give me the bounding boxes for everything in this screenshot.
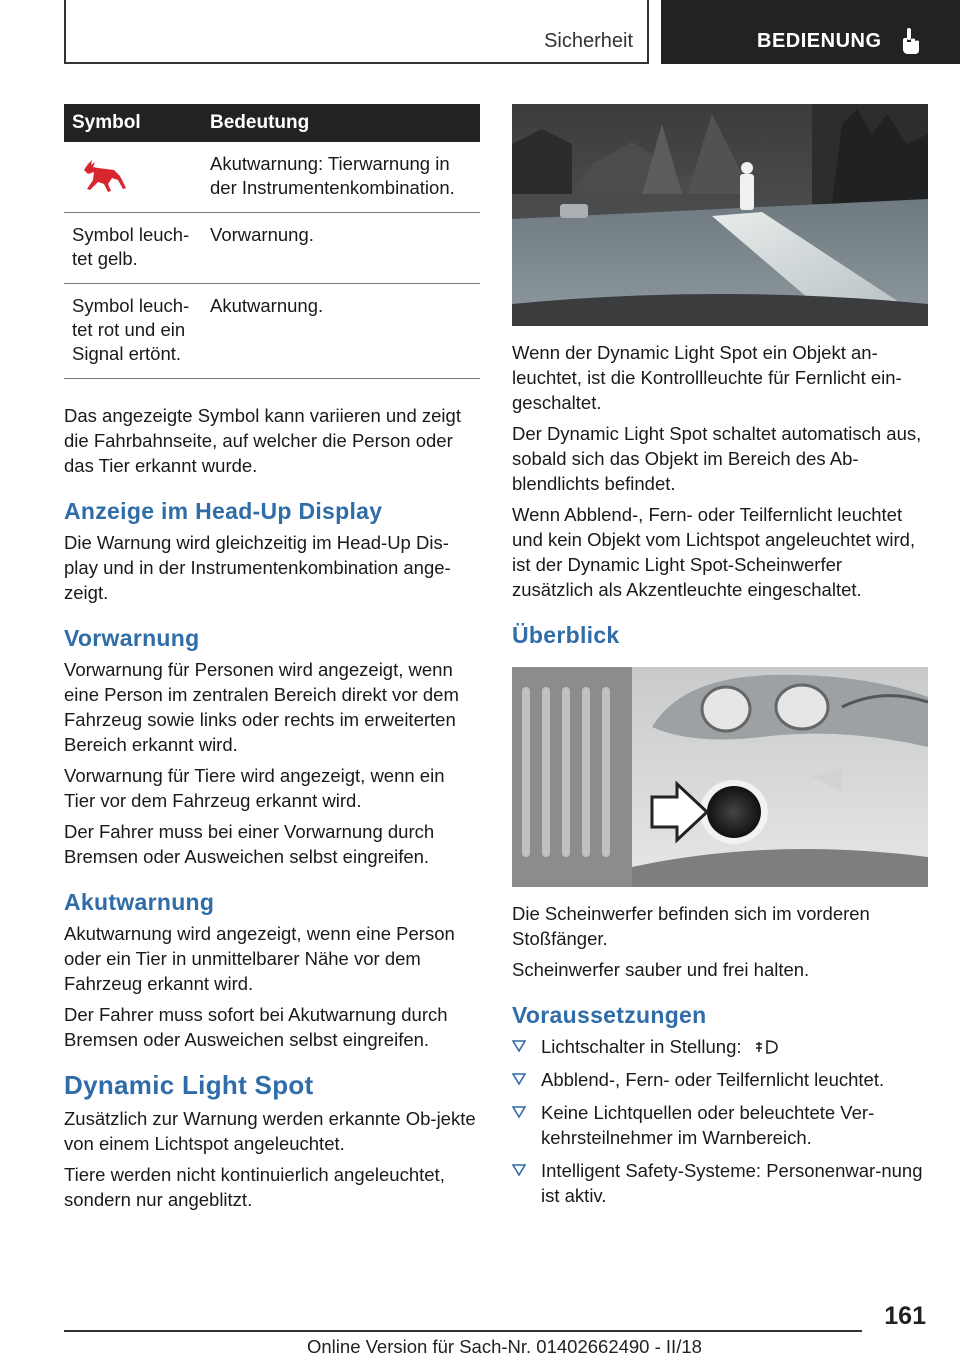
triangle-bullet-icon xyxy=(512,1072,526,1086)
right-paragraph-1: Wenn der Dynamic Light Spot ein Objekt an-leuchtet, ist die Kontrollleuchte für Fernlicht ein-geschaltet. xyxy=(512,342,902,413)
table-cell-meaning: Akutwarnung: Tierwarnung in der Instrumentenkombination. xyxy=(202,142,480,213)
heading-akutwarnung: Akutwarnung xyxy=(64,889,215,915)
car-front-image xyxy=(512,667,928,887)
list-item-text: Keine Lichtquellen oder beleuchtete Ver-kehrsteilnehmer im Warnbereich. xyxy=(541,1102,875,1148)
table-header-symbol: Symbol xyxy=(64,104,202,142)
heading-ueberblick: Überblick xyxy=(512,622,620,648)
table-cell-meaning: Akutwarnung. xyxy=(202,284,480,379)
hand-pointer-icon xyxy=(899,28,923,54)
akutwarnung-paragraph-1: Akutwarnung wird angezeigt, wenn eine Person oder ein Tier in unmittelbarer Nähe vor dem Fahrzeug erkannt wird. xyxy=(64,923,455,994)
table-cell-symbol: Symbol leuch-tet rot und ein Signal ertönt. xyxy=(64,284,202,379)
heading-voraussetzungen: Voraussetzungen xyxy=(512,1002,707,1028)
auto-light-icon xyxy=(755,1038,781,1056)
headlight-illustration xyxy=(512,667,928,887)
triangle-bullet-icon xyxy=(512,1039,526,1053)
dynamic-light-spot-paragraph-2: Tiere werden nicht kontinuierlich angeleuchtet, sondern nur angeblitzt. xyxy=(64,1164,445,1210)
list-item xyxy=(512,1034,928,1059)
light-spot-illustration xyxy=(512,104,928,326)
vorwarnung-paragraph-1: Vorwarnung für Personen wird angezeigt, wenn eine Person im zentralen Bereich direkt vor dem Fahrzeug sowie links oder rechts im erweiterten Bereich erkannt wird. xyxy=(64,659,459,755)
triangle-bullet-icon xyxy=(512,1163,526,1177)
list-item xyxy=(512,1067,928,1092)
right-paragraph-5: Scheinwerfer sauber und frei halten. xyxy=(512,959,810,980)
table-header-row xyxy=(64,104,480,142)
chapter-tab-label: BEDIENUNG xyxy=(757,30,882,52)
heading-head-up-display: Anzeige im Head-Up Display xyxy=(64,498,383,524)
list-item xyxy=(512,1100,928,1150)
section-tab-label: Sicherheit xyxy=(544,30,633,52)
right-paragraph-2: Der Dynamic Light Spot schaltet automatisch aus, sobald sich das Objekt im Bereich des Ab-blendlichts befindet. xyxy=(512,423,922,494)
heading-dynamic-light-spot: Dynamic Light Spot xyxy=(64,1070,314,1100)
left-column xyxy=(64,104,480,1218)
akutwarnung-paragraph-2: Der Fahrer muss sofort bei Akutwarnung durch Bremsen oder Ausweichen selbst eingreifen. xyxy=(64,1004,448,1050)
table-cell-symbol xyxy=(64,142,202,213)
page-number: 161 xyxy=(884,1302,926,1330)
list-item-text: Intelligent Safety-Systeme: Personenwar-nung ist aktiv. xyxy=(541,1160,923,1206)
hud-paragraph: Die Warnung wird gleichzeitig im Head-Up Dis-play und in der Instrumentenkombination ange-zeigt. xyxy=(64,532,451,603)
table-header-meaning: Bedeutung xyxy=(202,104,480,142)
table-cell-symbol: Symbol leuch-tet gelb. xyxy=(64,213,202,284)
right-paragraph-3: Wenn Abblend-, Fern- oder Teilfernlicht leuchtet und kein Objekt vom Lichtspot angeleuchtet wird, ist der Dynamic Light Spot-Scheinwerfer zusätzlich als Akzentleuchte eingeschaltet. xyxy=(512,504,916,600)
footer-online-version: Online Version für Sach-Nr. 01402662490 - II/18 xyxy=(307,1336,702,1357)
list-item-text: Lichtschalter in Stellung: xyxy=(541,1036,742,1057)
symbol-table xyxy=(64,104,480,379)
vorwarnung-paragraph-3: Der Fahrer muss bei einer Vorwarnung durch Bremsen oder Ausweichen selbst eingreifen. xyxy=(64,821,435,867)
heading-vorwarnung: Vorwarnung xyxy=(64,625,200,651)
requirements-list xyxy=(512,1034,928,1208)
table-row xyxy=(64,213,480,284)
right-paragraph-4: Die Scheinwerfer befinden sich im vorderen Stoßfänger. xyxy=(512,903,870,949)
dynamic-light-spot-paragraph-1: Zusätzlich zur Warnung werden erkannte Ob-jekte von einem Lichtspot angeleuchtet. xyxy=(64,1108,476,1154)
deer-warning-icon xyxy=(78,158,130,194)
table-row xyxy=(64,142,480,213)
section-tab xyxy=(64,0,649,64)
list-item xyxy=(512,1158,928,1208)
table-cell-meaning: Vorwarnung. xyxy=(202,213,480,284)
triangle-bullet-icon xyxy=(512,1105,526,1119)
footer-divider xyxy=(64,1330,862,1332)
table-row xyxy=(64,284,480,379)
chapter-tab xyxy=(661,0,960,64)
right-column xyxy=(512,104,928,1216)
vorwarnung-paragraph-2: Vorwarnung für Tiere wird angezeigt, wenn ein Tier vor dem Fahrzeug erkannt wird. xyxy=(64,765,445,811)
intro-paragraph: Das angezeigte Symbol kann variieren und zeigt die Fahrbahnseite, auf welcher die Person oder das Tier erkannt wurde. xyxy=(64,405,461,476)
list-item-text: Abblend-, Fern- oder Teilfernlicht leuchtet. xyxy=(541,1069,885,1090)
night-road-image xyxy=(512,104,928,326)
